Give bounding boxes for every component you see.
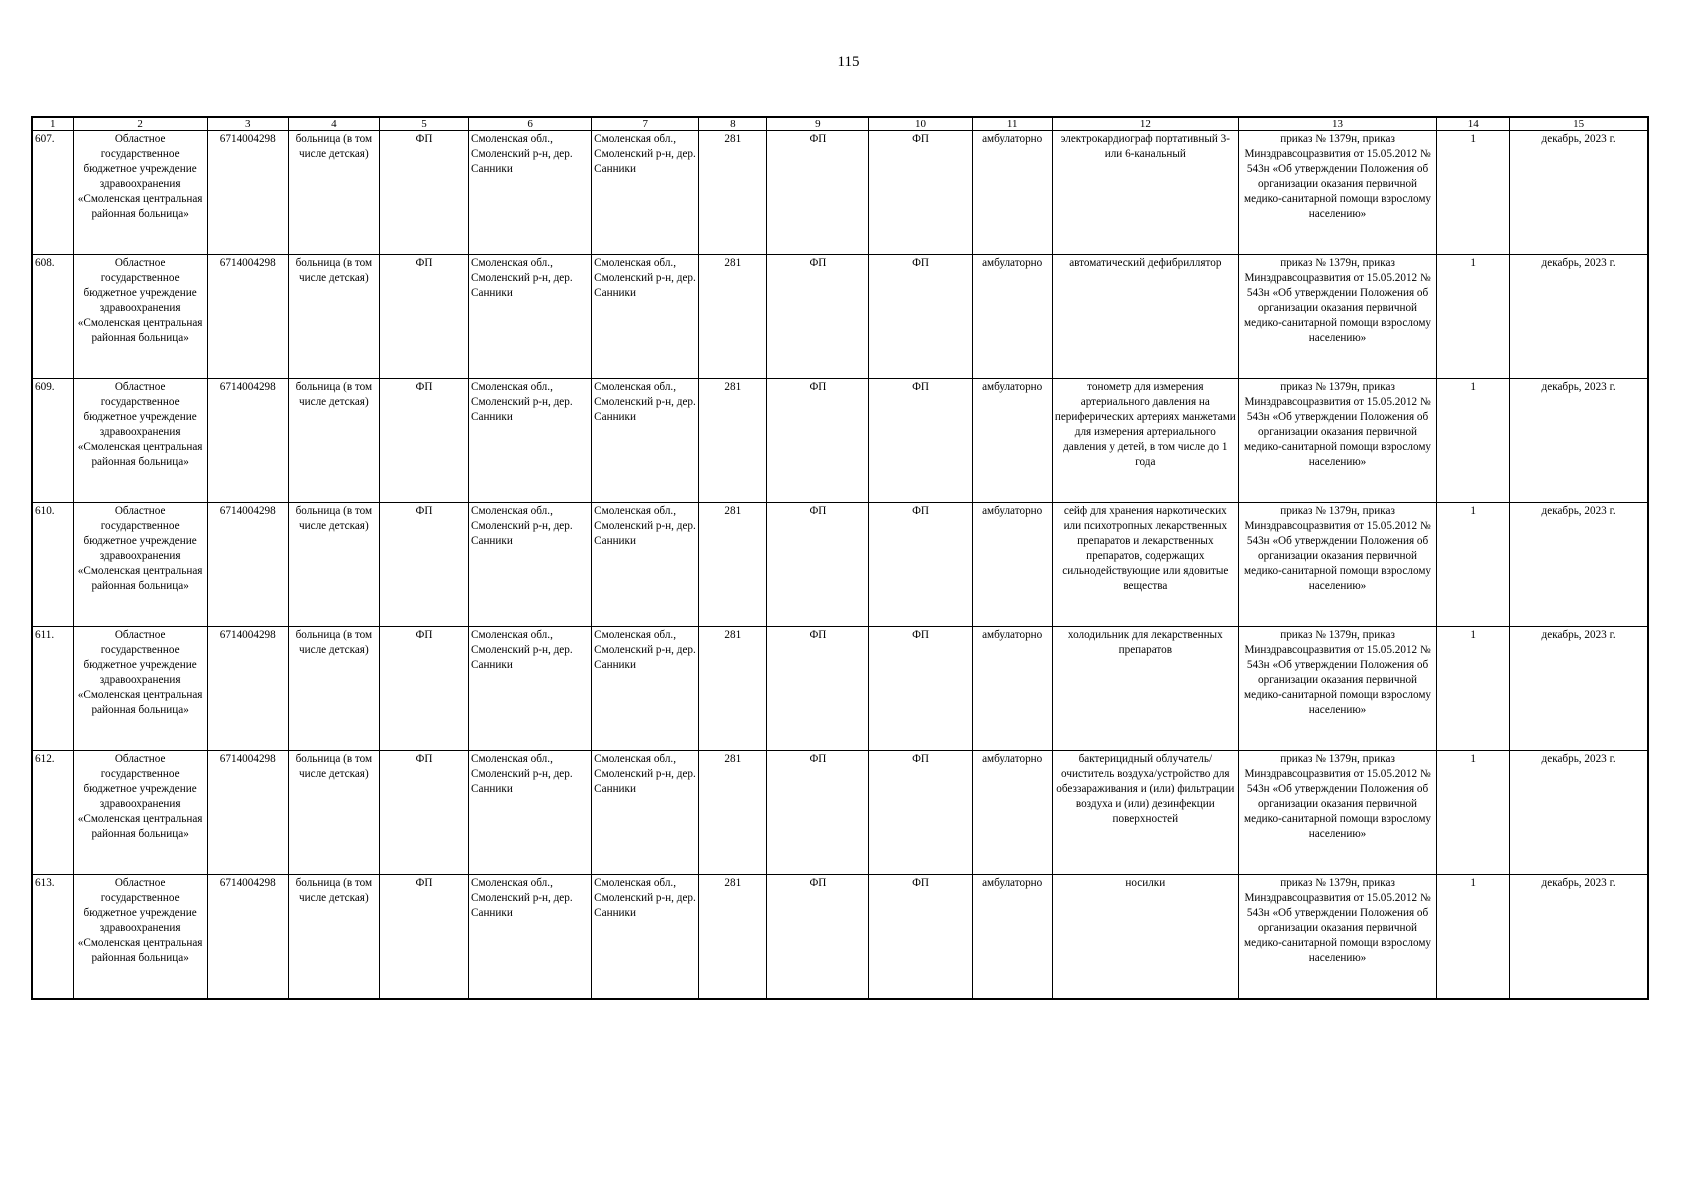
unit-cell: ФП (767, 503, 869, 627)
facility-type-cell: больница (в том числе детская) (288, 131, 379, 255)
address-cell: Смоленская обл., Смоленский р-н, дер. Санники (469, 503, 592, 627)
quantity-cell: 1 (1437, 131, 1510, 255)
legal-basis-cell: приказ № 1379н, приказ Минздравсоцразвития от 15.05.2012 № 543н «Об утверждении Положения об организации оказания первичной медико-санитарной помощи взрослому населению» (1238, 379, 1436, 503)
row-number-cell: 608. (32, 255, 73, 379)
equipment-cell: носилки (1052, 875, 1238, 1000)
code-cell: 281 (699, 131, 767, 255)
care-mode-cell: амбулаторно (972, 875, 1052, 1000)
row-number-cell: 611. (32, 627, 73, 751)
unit-type-cell: ФП (379, 131, 468, 255)
column-header: 13 (1238, 117, 1436, 131)
row-number-cell: 613. (32, 875, 73, 1000)
row-number-cell: 609. (32, 379, 73, 503)
address-cell: Смоленская обл., Смоленский р-н, дер. Санники (469, 131, 592, 255)
date-cell: декабрь, 2023 г. (1510, 379, 1648, 503)
column-header: 4 (288, 117, 379, 131)
row-number-cell: 610. (32, 503, 73, 627)
quantity-cell: 1 (1437, 751, 1510, 875)
date-cell: декабрь, 2023 г. (1510, 751, 1648, 875)
address-cell: Смоленская обл., Смоленский р-н, дер. Санники (469, 627, 592, 751)
date-cell: декабрь, 2023 г. (1510, 131, 1648, 255)
facility-type-cell: больница (в том числе детская) (288, 255, 379, 379)
unit-type-cell: ФП (379, 255, 468, 379)
location-address-cell: Смоленская обл., Смоленский р-н, дер. Санники (592, 379, 699, 503)
unit-cell: ФП (869, 503, 972, 627)
row-number-cell: 612. (32, 751, 73, 875)
date-cell: декабрь, 2023 г. (1510, 627, 1648, 751)
quantity-cell: 1 (1437, 875, 1510, 1000)
unit-type-cell: ФП (379, 751, 468, 875)
inn-cell: 6714004298 (207, 379, 288, 503)
facility-type-cell: больница (в том числе детская) (288, 875, 379, 1000)
equipment-cell: холодильник для лекарственных препаратов (1052, 627, 1238, 751)
unit-cell: ФП (767, 875, 869, 1000)
column-header: 9 (767, 117, 869, 131)
code-cell: 281 (699, 379, 767, 503)
care-mode-cell: амбулаторно (972, 627, 1052, 751)
address-cell: Смоленская обл., Смоленский р-н, дер. Санники (469, 751, 592, 875)
unit-type-cell: ФП (379, 503, 468, 627)
table-row (32, 875, 1648, 1000)
quantity-cell: 1 (1437, 379, 1510, 503)
unit-cell: ФП (869, 379, 972, 503)
table-row (32, 255, 1648, 379)
column-header: 2 (73, 117, 207, 131)
location-address-cell: Смоленская обл., Смоленский р-н, дер. Санники (592, 875, 699, 1000)
unit-type-cell: ФП (379, 379, 468, 503)
facility-type-cell: больница (в том числе детская) (288, 503, 379, 627)
address-cell: Смоленская обл., Смоленский р-н, дер. Санники (469, 255, 592, 379)
table-row (32, 379, 1648, 503)
inn-cell: 6714004298 (207, 255, 288, 379)
column-header: 5 (379, 117, 468, 131)
column-header: 1 (32, 117, 73, 131)
code-cell: 281 (699, 627, 767, 751)
column-header: 3 (207, 117, 288, 131)
legal-basis-cell: приказ № 1379н, приказ Минздравсоцразвития от 15.05.2012 № 543н «Об утверждении Положения об организации оказания первичной медико-санитарной помощи взрослому населению» (1238, 503, 1436, 627)
legal-basis-cell: приказ № 1379н, приказ Минздравсоцразвития от 15.05.2012 № 543н «Об утверждении Положения об организации оказания первичной медико-санитарной помощи взрослому населению» (1238, 875, 1436, 1000)
organization-cell: Областное государственное бюджетное учреждение здравоохранения «Смоленская центральная районная больница» (73, 503, 207, 627)
inn-cell: 6714004298 (207, 503, 288, 627)
column-header: 15 (1510, 117, 1648, 131)
column-header: 8 (699, 117, 767, 131)
location-address-cell: Смоленская обл., Смоленский р-н, дер. Санники (592, 627, 699, 751)
page-number: 115 (837, 54, 860, 70)
equipment-cell: бактерицидный облучатель/очиститель воздуха/устройство для обеззараживания и (или) фильтрации воздуха и (или) дезинфекции поверхностей (1052, 751, 1238, 875)
table-row (32, 627, 1648, 751)
column-header: 7 (592, 117, 699, 131)
unit-cell: ФП (767, 379, 869, 503)
location-address-cell: Смоленская обл., Смоленский р-н, дер. Санники (592, 503, 699, 627)
equipment-cell: автоматический дефибриллятор (1052, 255, 1238, 379)
table-row (32, 131, 1648, 255)
unit-type-cell: ФП (379, 875, 468, 1000)
unit-type-cell: ФП (379, 627, 468, 751)
unit-cell: ФП (869, 131, 972, 255)
location-address-cell: Смоленская обл., Смоленский р-н, дер. Санники (592, 255, 699, 379)
inn-cell: 6714004298 (207, 875, 288, 1000)
code-cell: 281 (699, 875, 767, 1000)
column-header: 6 (469, 117, 592, 131)
unit-cell: ФП (767, 131, 869, 255)
organization-cell: Областное государственное бюджетное учреждение здравоохранения «Смоленская центральная районная больница» (73, 255, 207, 379)
organization-cell: Областное государственное бюджетное учреждение здравоохранения «Смоленская центральная районная больница» (73, 627, 207, 751)
table-row (32, 751, 1648, 875)
legal-basis-cell: приказ № 1379н, приказ Минздравсоцразвития от 15.05.2012 № 543н «Об утверждении Положения об организации оказания первичной медико-санитарной помощи взрослому населению» (1238, 255, 1436, 379)
table-row (32, 503, 1648, 627)
facility-type-cell: больница (в том числе детская) (288, 751, 379, 875)
date-cell: декабрь, 2023 г. (1510, 255, 1648, 379)
organization-cell: Областное государственное бюджетное учреждение здравоохранения «Смоленская центральная районная больница» (73, 131, 207, 255)
organization-cell: Областное государственное бюджетное учреждение здравоохранения «Смоленская центральная районная больница» (73, 379, 207, 503)
code-cell: 281 (699, 503, 767, 627)
care-mode-cell: амбулаторно (972, 255, 1052, 379)
unit-cell: ФП (767, 751, 869, 875)
date-cell: декабрь, 2023 г. (1510, 503, 1648, 627)
legal-basis-cell: приказ № 1379н, приказ Минздравсоцразвития от 15.05.2012 № 543н «Об утверждении Положения об организации оказания первичной медико-санитарной помощи взрослому населению» (1238, 751, 1436, 875)
document-table (31, 116, 1649, 1000)
care-mode-cell: амбулаторно (972, 379, 1052, 503)
address-cell: Смоленская обл., Смоленский р-н, дер. Санники (469, 379, 592, 503)
quantity-cell: 1 (1437, 255, 1510, 379)
care-mode-cell: амбулаторно (972, 751, 1052, 875)
date-cell: декабрь, 2023 г. (1510, 875, 1648, 1000)
code-cell: 281 (699, 751, 767, 875)
care-mode-cell: амбулаторно (972, 131, 1052, 255)
quantity-cell: 1 (1437, 627, 1510, 751)
organization-cell: Областное государственное бюджетное учреждение здравоохранения «Смоленская центральная районная больница» (73, 751, 207, 875)
facility-type-cell: больница (в том числе детская) (288, 627, 379, 751)
unit-cell: ФП (767, 627, 869, 751)
inn-cell: 6714004298 (207, 131, 288, 255)
legal-basis-cell: приказ № 1379н, приказ Минздравсоцразвития от 15.05.2012 № 543н «Об утверждении Положения об организации оказания первичной медико-санитарной помощи взрослому населению» (1238, 627, 1436, 751)
organization-cell: Областное государственное бюджетное учреждение здравоохранения «Смоленская центральная районная больница» (73, 875, 207, 1000)
column-header: 10 (869, 117, 972, 131)
equipment-cell: сейф для хранения наркотических или психотропных лекарственных препаратов и лекарственных препаратов, содержащих сильнодействующие или ядовитые вещества (1052, 503, 1238, 627)
quantity-cell: 1 (1437, 503, 1510, 627)
inn-cell: 6714004298 (207, 751, 288, 875)
address-cell: Смоленская обл., Смоленский р-н, дер. Санники (469, 875, 592, 1000)
unit-cell: ФП (869, 255, 972, 379)
unit-cell: ФП (869, 627, 972, 751)
care-mode-cell: амбулаторно (972, 503, 1052, 627)
facility-type-cell: больница (в том числе детская) (288, 379, 379, 503)
code-cell: 281 (699, 255, 767, 379)
equipment-cell: тонометр для измерения артериального давления на периферических артериях манжетами для измерения артериального давления у детей, в том числе до 1 года (1052, 379, 1238, 503)
legal-basis-cell: приказ № 1379н, приказ Минздравсоцразвития от 15.05.2012 № 543н «Об утверждении Положения об организации оказания первичной медико-санитарной помощи взрослому населению» (1238, 131, 1436, 255)
column-header: 14 (1437, 117, 1510, 131)
column-header: 12 (1052, 117, 1238, 131)
unit-cell: ФП (767, 255, 869, 379)
equipment-cell: электрокардиограф портативный 3- или 6-канальный (1052, 131, 1238, 255)
inn-cell: 6714004298 (207, 627, 288, 751)
location-address-cell: Смоленская обл., Смоленский р-н, дер. Санники (592, 131, 699, 255)
column-header: 11 (972, 117, 1052, 131)
column-header-row (32, 117, 1648, 131)
unit-cell: ФП (869, 751, 972, 875)
location-address-cell: Смоленская обл., Смоленский р-н, дер. Санники (592, 751, 699, 875)
row-number-cell: 607. (32, 131, 73, 255)
unit-cell: ФП (869, 875, 972, 1000)
